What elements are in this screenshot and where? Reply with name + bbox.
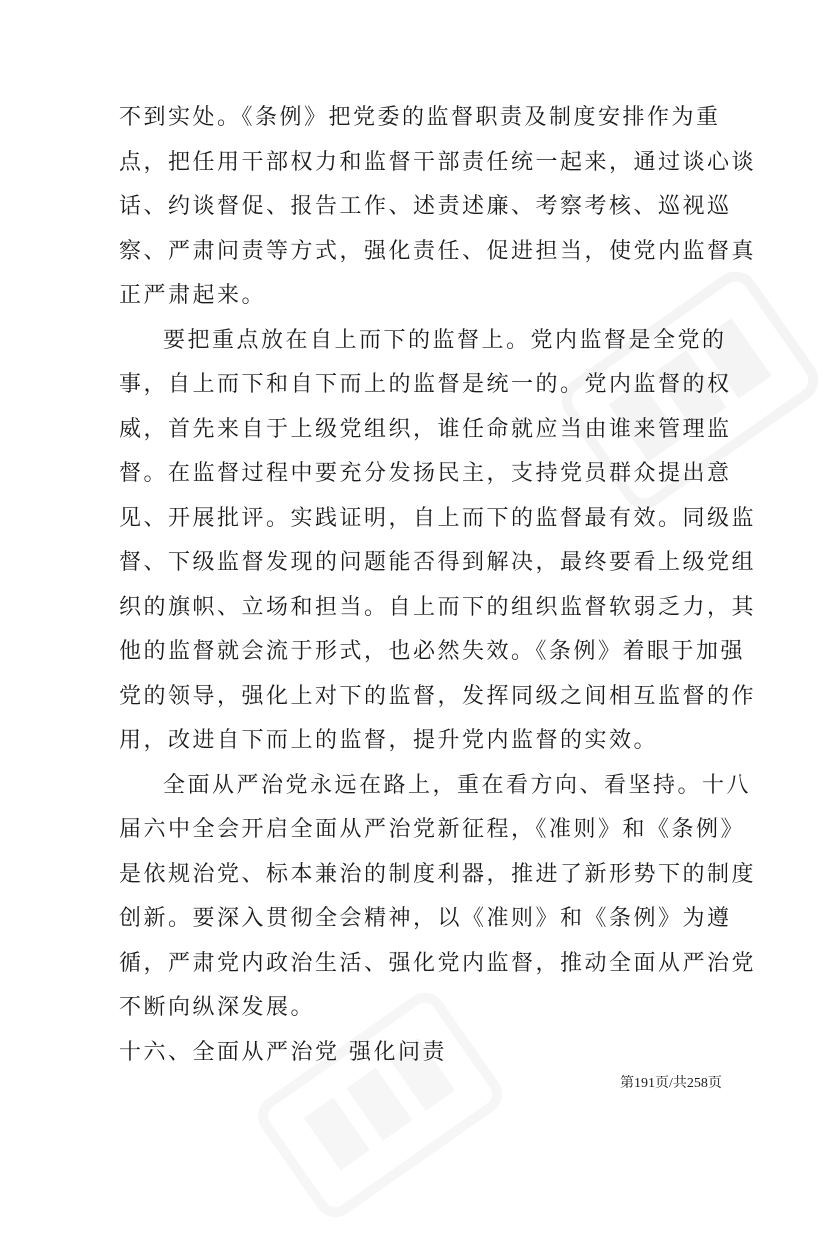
text-line: 织的旗帜、立场和担当。自上而下的组织监督软弱乏力，其 <box>119 594 757 620</box>
text-line: 督。在监督过程中要充分发扬民主，支持党员群众提出意 <box>119 461 732 486</box>
text-line: 要把重点放在自上而下的监督上。党内监督是全党的 <box>163 327 727 353</box>
text-line: 创新。要深入贯彻全会精神，以《准则》和《条例》为遵 <box>119 906 732 931</box>
text-line: 点，把任用干部权力和监督干部责任统一起来，通过谈心谈 <box>119 149 757 175</box>
text-line: 事，自上而下和自下而上的监督是统一的。党内监督的权 <box>119 372 732 397</box>
text-line: 不到实处。《条例》把党委的监督职责及制度安排作为重 <box>119 105 721 130</box>
page-number-footer: 第191页/共258页 <box>620 1076 722 1091</box>
text-line: 威，首先来自于上级党组织，谁任命就应当由谁来管理监 <box>119 416 732 442</box>
text-line: 正严肃起来。 <box>119 283 267 308</box>
paragraph-2 <box>119 319 757 764</box>
text-line: 他的监督就会流于形式，也必然失效。《条例》着眼于加强 <box>119 639 746 664</box>
text-line: 用，改进自下而上的监督，提升党内监督的实效。 <box>119 728 659 753</box>
paragraph-3 <box>119 764 757 1031</box>
paragraph-1 <box>119 96 757 319</box>
text-line: 党的领导，强化上对下的监督，发挥同级之间相互监督的作 <box>119 683 757 709</box>
text-line: 话、约谈督促、报告工作、述责述廉、考察考核、巡视巡 <box>119 194 732 219</box>
text-line: 督、下级监督发现的问题能否得到解决，最终要看上级党组 <box>119 550 757 575</box>
text-line: 循，严肃党内政治生活、强化党内监督，推动全面从严治党 <box>119 950 757 976</box>
body-text <box>119 96 757 1075</box>
text-line: 不断向纵深发展。 <box>119 995 316 1020</box>
section-heading: 十六、全面从严治党 强化问责 <box>119 1039 447 1065</box>
text-line: 届六中全会开启全面从严治党新征程，《准则》和《条例》 <box>119 817 746 842</box>
text-line: 是依规治党、标本兼治的制度利器，推进了新形势下的制度 <box>119 861 757 887</box>
text-line: 见、开展批评。实践证明，自上而下的监督最有效。同级监 <box>119 505 757 531</box>
text-line: 察、严肃问责等方式，强化责任、促进担当，使党内监督真 <box>119 238 757 264</box>
text-line: 全面从严治党永远在路上，重在看方向、看坚持。十八 <box>163 772 752 798</box>
